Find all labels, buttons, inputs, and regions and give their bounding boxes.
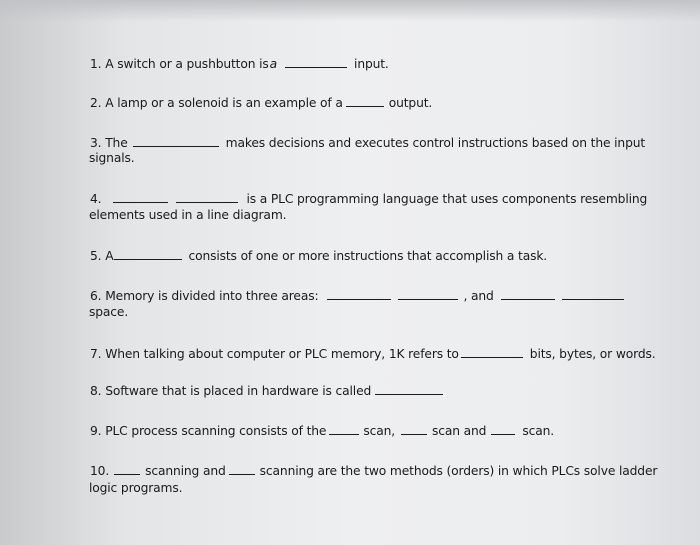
q10-blank-2[interactable] <box>229 463 255 475</box>
q5-text-end: consists of one or more instructions that accomplish a task. <box>188 249 548 263</box>
question-4 <box>90 191 647 206</box>
q9-text-d: scan. <box>522 424 554 438</box>
question-3 <box>90 135 645 150</box>
q10-text: 10. <box>90 464 110 478</box>
q1-handwritten-mark: a <box>269 57 278 71</box>
q4-text-end: is a PLC programming language that uses components resembling <box>246 192 648 206</box>
question-1 <box>90 56 389 71</box>
q8-blank[interactable] <box>375 383 443 395</box>
q1-text-end: input. <box>354 57 389 71</box>
q6-blank-4[interactable] <box>562 288 624 300</box>
q9-text: 9. PLC process scanning consists of the <box>90 424 327 438</box>
q6-blank-3[interactable] <box>501 288 555 300</box>
q7-blank[interactable] <box>461 346 523 358</box>
q3-text-cont: signals. <box>89 151 135 165</box>
question-5 <box>90 248 547 263</box>
q3-text: 3. The <box>90 136 128 150</box>
page-shadow <box>0 0 700 22</box>
q3-text-end: makes decisions and executes control instructions based on the input <box>225 136 646 150</box>
q2-blank[interactable] <box>346 95 384 107</box>
q6-blank-1[interactable] <box>327 288 391 300</box>
q9-text-b: scan, <box>363 424 395 438</box>
question-2 <box>90 95 432 110</box>
q1-blank[interactable] <box>285 56 347 68</box>
q5-blank[interactable] <box>114 248 182 260</box>
q1-text: 1. A switch or a pushbutton is <box>90 57 269 71</box>
q5-text: 5. A <box>90 249 114 263</box>
q7-text: 7. When talking about computer or PLC memory, 1K refers to <box>90 347 459 361</box>
q6-text-cont: space. <box>89 305 129 319</box>
question-9 <box>90 423 554 438</box>
q10-text-c: scanning are the two methods (orders) in which PLCs solve ladder <box>259 464 658 478</box>
question-7 <box>90 346 656 361</box>
question-10-cont <box>89 481 182 495</box>
question-6 <box>90 288 625 303</box>
q10-text-b: scanning and <box>145 464 226 478</box>
q3-blank[interactable] <box>133 135 219 147</box>
q6-blank-2[interactable] <box>398 288 458 300</box>
q10-blank-1[interactable] <box>114 463 140 475</box>
q4-blank-1[interactable] <box>113 191 168 203</box>
q6-text: 6. Memory is divided into three areas: <box>90 289 319 303</box>
q4-text-cont: elements used in a line diagram. <box>89 208 287 222</box>
q9-blank-1[interactable] <box>329 423 359 435</box>
question-4-cont <box>89 208 286 222</box>
question-10 <box>90 463 657 478</box>
question-8 <box>90 383 444 398</box>
q9-blank-3[interactable] <box>491 423 515 435</box>
q4-text: 4. <box>90 192 102 206</box>
q8-text: 8. Software that is placed in hardware is called <box>90 384 372 398</box>
q2-text-end: output. <box>388 96 433 110</box>
q4-blank-2[interactable] <box>176 191 238 203</box>
q9-blank-2[interactable] <box>401 423 427 435</box>
question-3-cont <box>89 151 135 165</box>
q7-text-end: bits, bytes, or words. <box>529 347 656 361</box>
q6-text-mid: , and <box>463 289 494 303</box>
q2-text: 2. A lamp or a solenoid is an example of a <box>90 96 343 110</box>
q9-text-c: scan and <box>431 424 487 438</box>
q10-text-cont: logic programs. <box>89 481 183 495</box>
question-6-cont <box>89 305 128 319</box>
